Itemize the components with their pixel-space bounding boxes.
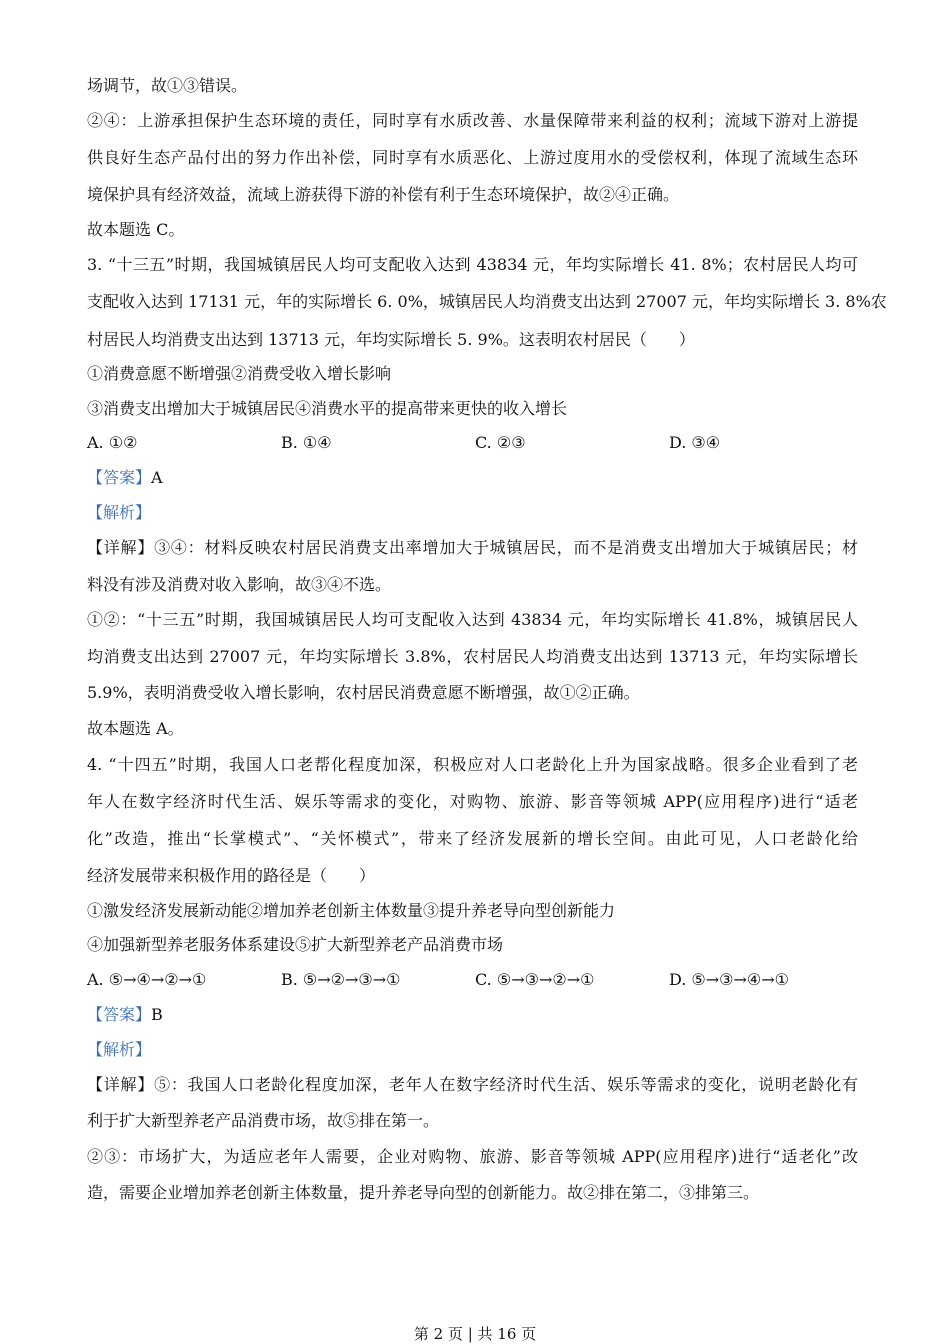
question-4-stem: 4. “十四五”时期，我国人口老帮化程度加深，积极应对人口老龄化上升为国家战略。很多企业看到了老 (87, 755, 858, 774)
detail-text: 5.9%，表明消费受收入增长影响，农村居民消费意愿不断增强，故①②正确。 (87, 683, 640, 702)
detail-label: 【详解】 (87, 1075, 155, 1094)
option-c: C. ⑤→③→②→① (475, 970, 595, 989)
question-3-statement: ③消费支出增加大于城镇居民④消费水平的提高带来更快的收入增长 (87, 399, 568, 418)
text-line: 故本题选 C。 (87, 220, 185, 239)
question-4-stem: 化”改造，推出“长掌模式”、“关怀模式”，带来了经济发展新的增长空间。由此可见，人口老龄化给 (87, 829, 858, 848)
answer-label: 【答案】 (87, 468, 152, 487)
option-b: B. ①④ (281, 433, 332, 452)
question-3-stem: 3. “十三五”时期，我国城镇居民人均可支配收入达到 43834 元，年均实际增长 41. 8%；农村居民人均可 (87, 255, 858, 274)
text-line: ②④：上游承担保护生态环境的责任，同时享有水质改善、水量保障带来利益的权利；流域下游对上游提 (87, 111, 858, 130)
page-footer: 第 2 页 | 共 16 页 (413, 1325, 537, 1343)
detail-text: 均消费支出达到 27007 元，年均实际增长 3.8%，农村居民人均消费支出达到 13713 元，年均实际增长 (87, 647, 858, 666)
option-a: A. ①② (87, 433, 138, 452)
analysis-label: 【解析】 (87, 1040, 152, 1059)
answer-label: 【答案】 (87, 1005, 152, 1024)
detail-text: 料没有涉及消费对收入影响，故③④不选。 (87, 575, 392, 594)
option-b: B. ⑤→②→③→① (281, 970, 401, 989)
detail-text: 利于扩大新型养老产品消费市场，故⑤排在第一。 (87, 1111, 440, 1130)
question-4-detail (87, 1073, 858, 1097)
question-4-stem: 经济发展带来积极作用的路径是（ ） (87, 866, 376, 885)
text-line: 供良好生态产品付出的努力作出补偿，同时享有水质恶化、上游过度用水的受偿权利，体现了流域生态环 (87, 148, 858, 167)
detail-label: 【详解】 (87, 538, 155, 557)
option-a: A. ⑤→④→②→① (87, 970, 207, 989)
answer-value: B (151, 1005, 163, 1024)
detail-text: ①②：“十三五”时期，我国城镇居民人均可支配收入达到 43834 元，年均实际增长 41.8%，城镇居民人 (87, 610, 858, 629)
question-3-options (87, 431, 858, 455)
question-4-stem: 年人在数字经济时代生活、娱乐等需求的变化，对购物、旅游、影音等领城 APP(应用程序)进行“适老 (87, 792, 858, 811)
question-3-statement: ①消费意愿不断增强②消费受收入增长影响 (87, 364, 392, 383)
text-line: 场调节，故①③错误。 (87, 76, 248, 95)
option-d: D. ⑤→③→④→① (669, 970, 790, 989)
question-3-stem: 支配收入达到 17131 元，年的实际增长 6. 0%，城镇居民人均消费支出达到 27007 元，年均实际增长 3. 8%农 (87, 292, 887, 311)
question-3-answer (87, 466, 858, 490)
option-c: C. ②③ (475, 433, 526, 452)
detail-text: 故本题选 A。 (87, 719, 184, 738)
question-4-answer (87, 1003, 858, 1027)
question-4-statement: ④加强新型养老服务体系建设⑤扩大新型养老产品消费市场 (87, 935, 504, 954)
option-d: D. ③④ (669, 433, 721, 452)
question-3-stem: 村居民人均消费支出达到 13713 元，年均实际增长 5. 9%。这表明农村居民（ ） (87, 330, 695, 349)
text-line: 境保护具有经济效益，流域上游获得下游的补偿有利于生态环境保护，故②④正确。 (87, 185, 680, 204)
detail-text: ⑤：我国人口老龄化程度加深，老年人在数字经济时代生活、娱乐等需求的变化，说明老龄化有 (154, 1075, 858, 1094)
detail-text: 造，需要企业增加养老创新主体数量，提升养老导向型的创新能力。故②排在第二，③排第三。 (87, 1183, 760, 1202)
detail-text: ③④：材料反映农村居民消费支出率增加大于城镇居民，而不是消费支出增加大于城镇居民；材 (154, 538, 858, 557)
question-4-options (87, 968, 858, 992)
question-4-statement: ①激发经济发展新动能②增加养老创新主体数量③提升养老导向型创新能力 (87, 901, 616, 920)
detail-text: ②③：市场扩大，为适应老年人需要，企业对购物、旅游、影音等领城 APP(应用程序)进行“适老化”改 (87, 1147, 858, 1166)
question-3-detail (87, 536, 858, 560)
answer-value: A (151, 468, 163, 487)
analysis-label: 【解析】 (87, 503, 152, 522)
